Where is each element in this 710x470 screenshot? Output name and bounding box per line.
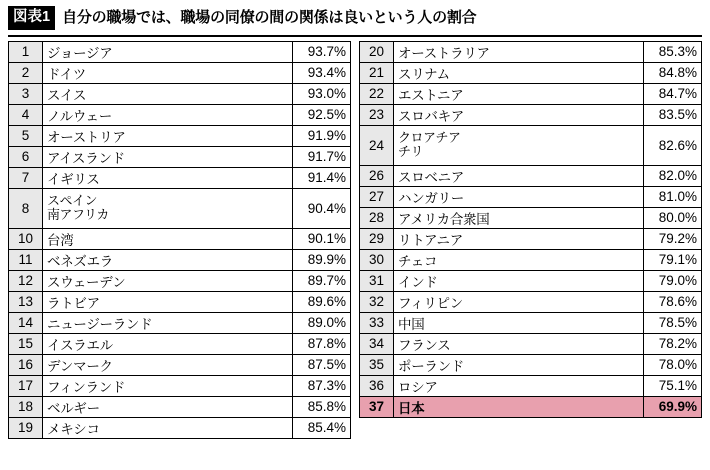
table-row [9,396,351,417]
percentage-cell: 84.8% [644,62,702,83]
country-multiline [398,131,639,159]
country-cell: オーストリア [43,125,293,146]
rank-cell: 2 [9,62,43,83]
table-row [9,41,351,62]
rank-cell: 31 [360,270,394,291]
percentage-cell: 89.9% [293,249,351,270]
percentage-cell: 89.7% [293,270,351,291]
percentage-cell: 79.0% [644,270,702,291]
rank-cell: 24 [360,125,394,165]
table-row [360,186,702,207]
rank-cell: 16 [9,354,43,375]
percentage-cell: 83.5% [644,104,702,125]
table-row [360,125,702,165]
rank-cell: 33 [360,312,394,333]
page-title: 自分の職場では、職場の同僚の間の関係は良いという人の割合 [62,9,477,27]
rank-cell: 34 [360,333,394,354]
percentage-cell: 79.1% [644,249,702,270]
rank-cell: 14 [9,312,43,333]
table-body-right [360,41,702,417]
table-row [360,41,702,62]
country-cell: スリナム [394,62,644,83]
ranking-table-left [8,41,351,439]
rank-cell: 35 [360,354,394,375]
country-cell: アメリカ合衆国 [394,207,644,228]
country-cell: ジョージア [43,41,293,62]
table-row [9,188,351,228]
country-name-line: スペイン [47,192,98,208]
country-cell: 中国 [394,312,644,333]
rank-cell: 21 [360,62,394,83]
table-row [360,62,702,83]
country-cell: エストニア [394,83,644,104]
table-row [9,312,351,333]
table-row [360,104,702,125]
ranking-column-left [8,41,351,439]
rank-cell: 5 [9,125,43,146]
rank-cell: 20 [360,41,394,62]
rank-cell: 29 [360,228,394,249]
percentage-cell: 81.0% [644,186,702,207]
country-name-line: チリ [398,144,424,159]
table-row [360,165,702,186]
table-row [360,354,702,375]
table-row [360,249,702,270]
table-row [9,291,351,312]
country-cell: ラトビア [43,291,293,312]
country-cell: アイスランド [43,146,293,167]
table-row [360,228,702,249]
table-row [9,249,351,270]
rank-cell: 15 [9,333,43,354]
table-row [9,146,351,167]
country-cell: フィンランド [43,375,293,396]
country-cell: イギリス [43,167,293,188]
percentage-cell: 91.9% [293,125,351,146]
rank-cell: 26 [360,165,394,186]
table-row [360,396,702,417]
rank-cell: 4 [9,104,43,125]
table-row [360,291,702,312]
percentage-cell: 87.3% [293,375,351,396]
table-row [9,270,351,291]
country-cell [394,125,644,165]
percentage-cell: 78.6% [644,291,702,312]
country-cell: ベネズエラ [43,249,293,270]
table-row [9,104,351,125]
percentage-cell: 75.1% [644,375,702,396]
country-cell: ハンガリー [394,186,644,207]
country-cell: メキシコ [43,417,293,438]
percentage-cell: 93.7% [293,41,351,62]
percentage-cell: 93.4% [293,62,351,83]
country-cell: スロバキア [394,104,644,125]
rank-cell: 3 [9,83,43,104]
figure-badge: 図表1 [8,6,55,30]
percentage-cell: 93.0% [293,83,351,104]
percentage-cell: 85.4% [293,417,351,438]
percentage-cell: 78.2% [644,333,702,354]
table-row [9,228,351,249]
country-cell: イスラエル [43,333,293,354]
percentage-cell: 91.7% [293,146,351,167]
rank-cell: 36 [360,375,394,396]
country-multiline [47,194,288,222]
percentage-cell: 69.9% [644,396,702,417]
rank-cell: 18 [9,396,43,417]
percentage-cell: 79.2% [644,228,702,249]
country-name-line: 南アフリカ [47,207,109,222]
ranking-table-right [359,41,702,418]
rank-cell: 1 [9,41,43,62]
country-cell: ベルギー [43,396,293,417]
country-cell: ドイツ [43,62,293,83]
rank-cell: 22 [360,83,394,104]
percentage-cell: 85.8% [293,396,351,417]
rank-cell: 32 [360,291,394,312]
country-name-line: クロアチア [398,129,461,145]
country-cell: フィリピン [394,291,644,312]
percentage-cell: 91.4% [293,167,351,188]
rank-cell: 13 [9,291,43,312]
percentage-cell: 92.5% [293,104,351,125]
country-cell: ノルウェー [43,104,293,125]
rank-cell: 23 [360,104,394,125]
percentage-cell: 90.4% [293,188,351,228]
country-cell: チェコ [394,249,644,270]
table-row [360,270,702,291]
rank-cell: 8 [9,188,43,228]
percentage-cell: 82.6% [644,125,702,165]
percentage-cell: 80.0% [644,207,702,228]
country-cell: 台湾 [43,228,293,249]
rank-cell: 10 [9,228,43,249]
table-body-left [9,41,351,438]
percentage-cell: 89.0% [293,312,351,333]
rank-cell: 28 [360,207,394,228]
country-cell: スイス [43,83,293,104]
country-cell: ニュージーランド [43,312,293,333]
percentage-cell: 78.5% [644,312,702,333]
country-cell [43,188,293,228]
rank-cell: 37 [360,396,394,417]
rank-cell: 11 [9,249,43,270]
rank-cell: 19 [9,417,43,438]
country-cell: 日本 [394,396,644,417]
rank-cell: 7 [9,167,43,188]
ranking-tables [0,37,710,439]
country-cell: オーストラリア [394,41,644,62]
table-row [9,83,351,104]
percentage-cell: 87.8% [293,333,351,354]
country-cell: ポーランド [394,354,644,375]
ranking-column-right [359,41,702,439]
percentage-cell: 87.5% [293,354,351,375]
percentage-cell: 82.0% [644,165,702,186]
figure-header [0,0,710,35]
country-cell: フランス [394,333,644,354]
table-row [9,354,351,375]
rank-cell: 17 [9,375,43,396]
country-cell: スウェーデン [43,270,293,291]
country-cell: スロベニア [394,165,644,186]
country-cell: デンマーク [43,354,293,375]
percentage-cell: 78.0% [644,354,702,375]
rank-cell: 12 [9,270,43,291]
country-cell: リトアニア [394,228,644,249]
table-row [360,375,702,396]
rank-cell: 30 [360,249,394,270]
country-cell: ロシア [394,375,644,396]
table-row [360,83,702,104]
percentage-cell: 84.7% [644,83,702,104]
table-row [9,167,351,188]
table-row [9,417,351,438]
percentage-cell: 90.1% [293,228,351,249]
table-row [360,207,702,228]
table-row [9,125,351,146]
percentage-cell: 89.6% [293,291,351,312]
table-row [9,62,351,83]
percentage-cell: 85.3% [644,41,702,62]
table-row [9,333,351,354]
rank-cell: 27 [360,186,394,207]
table-row [9,375,351,396]
rank-cell: 6 [9,146,43,167]
table-row [360,333,702,354]
table-row [360,312,702,333]
country-cell: インド [394,270,644,291]
